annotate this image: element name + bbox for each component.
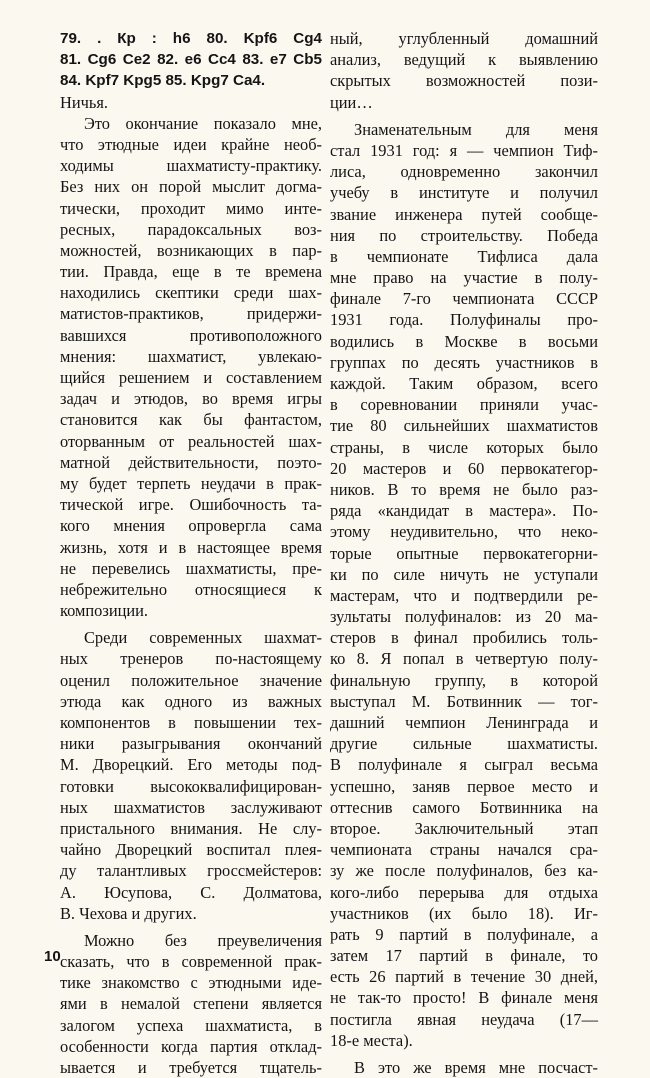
- text-line: каждой. Таким образом, всего: [330, 374, 598, 393]
- text-line: ряда «кандидат в мастера». По-: [330, 501, 598, 521]
- text-line: стал 1931 год: я — чемпион Тиф-: [330, 140, 598, 160]
- text-line: в соревновании приняли учас-: [330, 395, 598, 415]
- text-line: матистов-практиков, придержи-: [60, 304, 322, 324]
- text-line: стеров в финал пробились толь-: [330, 628, 598, 648]
- text-line: мне право на участие в полу-: [330, 268, 598, 288]
- text-line: зультаты полуфиналов: из 20 ма-: [330, 607, 598, 627]
- text-line: другие сильные шахматисты.: [330, 734, 598, 754]
- text-line: му будет терпеть неудачи в прак-: [60, 473, 322, 493]
- text-line: тике знакомство с этюдными иде-: [60, 973, 322, 993]
- text-line: ывается и требуется тщатель-: [60, 1058, 322, 1077]
- text-line: 1931 года. Полуфиналы про-: [330, 310, 598, 330]
- text-line: ных шахматистов заслуживают: [60, 797, 322, 817]
- text-line: финале 7-го чемпионата СССР: [330, 289, 598, 309]
- text-line: не перевелись шахматисты, пре-: [60, 558, 322, 578]
- text-line: ции…: [330, 92, 373, 112]
- text-line: ники разыгрывания окончаний: [60, 734, 322, 754]
- text-line: второе. Заключительный этап: [330, 818, 598, 838]
- text-line: 20 мастеров и 60 первокатегор-: [330, 458, 598, 478]
- text-line: звание инженера путей сообще-: [330, 204, 598, 224]
- text-line: находились скептики среди шах-: [60, 283, 322, 303]
- text-line: мнения: шахматист, увлекаю-: [60, 346, 322, 366]
- text-line: скрытых возможностей пози-: [330, 71, 598, 91]
- text-line: выступал М. Ботвинник — тог-: [330, 691, 598, 711]
- text-line: тии. Правда, еще в те времена: [60, 262, 322, 282]
- text-line: дашний чемпион Ленинграда и: [330, 713, 598, 732]
- text-line: композиции.: [60, 601, 149, 621]
- text-line: Можно без преувеличения: [84, 930, 322, 950]
- text-line: можностей, возникающих в пар-: [60, 240, 322, 260]
- text-line: оторванным от реальностей шах-: [60, 431, 322, 451]
- text-line: В. Чехова и других.: [60, 903, 197, 923]
- text-line: В это же время мне посчаст-: [354, 1058, 598, 1077]
- text-line: мастерам, что и подтвердили ре-: [330, 585, 598, 605]
- text-line: 79. . Кр : h6 80. Kpf6 Cg4: [60, 30, 322, 47]
- text-line: Среди современных шахмат-: [84, 628, 322, 648]
- text-line: ями в немалой степени является: [60, 994, 322, 1014]
- text-line: зу же после полуфиналов, без ка-: [330, 861, 598, 881]
- text-line: оттеснив самого Ботвинника на: [330, 797, 598, 817]
- text-line: ки по силе ничуть не уступали: [330, 564, 598, 584]
- text-line: ресных, парадоксальных воз-: [60, 219, 322, 239]
- text-line: залогом успеха шахматиста, в: [60, 1015, 322, 1035]
- text-line: анализ, ведущий к выявлению: [330, 50, 598, 70]
- text-line: Это окончание показало мне,: [84, 113, 322, 133]
- text-line: этому неудивительно, что неко-: [330, 522, 598, 542]
- text-line: В полуфинале я сыграл весьма: [330, 755, 598, 775]
- text-line: М. Дворецкий. Его методы под-: [60, 755, 322, 775]
- text-line: торые опытные первокатегорни-: [330, 543, 598, 563]
- text-line: ду талантливых гроссмейстеров:: [60, 861, 322, 881]
- right-text-column: [330, 28, 598, 1078]
- text-line: Без них он порой мыслит догма-: [60, 177, 322, 197]
- text-line: А. Юсупова, С. Долматова,: [60, 882, 322, 902]
- text-line: успешно, заняв первое место и: [330, 776, 598, 796]
- text-line: ников. В то время не было раз-: [330, 479, 598, 499]
- text-line: особенности когда партия отклад-: [60, 1036, 322, 1056]
- text-line: компонентов в повышении тех-: [60, 713, 322, 732]
- text-line: водились в Москве в восьми: [330, 331, 598, 351]
- text-line: матной действительности, поэто-: [60, 452, 322, 472]
- text-line: страны, в числе которых было: [330, 437, 598, 457]
- text-line: Ничья.: [60, 92, 108, 112]
- text-line: чайно Дворецкий воспитал плея-: [60, 840, 322, 860]
- text-line: затем 17 партий в финале, то: [330, 946, 598, 966]
- text-line: кого мнения опровергла сама: [60, 516, 322, 536]
- text-line: ных тренеров по-настоящему: [60, 649, 322, 669]
- text-line: что этюдные идеи крайне необ-: [60, 134, 322, 154]
- text-line: задач и этюдов, во время игры: [60, 389, 322, 409]
- text-line: учебу в институте и получил: [330, 183, 598, 203]
- text-line: ный, углубленный домашний: [330, 29, 598, 48]
- text-line: готовки высококвалифицирован-: [60, 776, 322, 796]
- text-line: ко 8. Я попал в четвертую полу-: [330, 649, 598, 669]
- text-line: тически, проходит мимо инте-: [60, 198, 322, 218]
- text-line: становится как бы фантастом,: [60, 410, 322, 430]
- text-line: тической игре. Ошибочность та-: [60, 495, 322, 515]
- text-line: жизнь, хотя и в настоящее время: [60, 537, 322, 557]
- text-line: лиса, одновременно закончил: [330, 162, 598, 182]
- text-line: оценил положительное значение: [60, 670, 322, 690]
- text-line: участников (их было 18). Иг-: [330, 903, 598, 923]
- text-line: группах по десять участников в: [330, 352, 598, 372]
- text-line: есть 26 партий в течение 30 дней,: [330, 967, 598, 987]
- text-line: 18-е места).: [330, 1030, 413, 1050]
- text-line: этюда как одного из важных: [60, 691, 322, 711]
- text-line: Знаменательным для меня: [354, 119, 598, 139]
- text-line: 81. Cg6 Ce2 82. e6 Cc4 83. e7 Cb5: [60, 51, 322, 69]
- text-line: пристального внимания. Не слу-: [60, 818, 322, 838]
- text-line: вавшихся противоположного: [60, 325, 322, 345]
- text-line: финальную группу, в которой: [330, 670, 598, 690]
- text-line: ния по строительству. Победа: [330, 225, 598, 245]
- text-line: щийся решением и составлением: [60, 368, 322, 387]
- text-line: кого-либо перерыва для отдыха: [330, 882, 598, 902]
- left-text-column: [60, 28, 322, 1078]
- text-line: ходимы шахматисту-практику.: [60, 156, 322, 176]
- text-line: тие 80 сильнейших шахматистов: [330, 416, 598, 436]
- text-line: чемпионата страны начался сра-: [330, 840, 598, 860]
- text-line: 84. Kpf7 Kpg5 85. Kpg7 Ca4.: [60, 72, 266, 90]
- text-line: не так-то просто! В финале меня: [330, 988, 598, 1008]
- text-line: постигла явная неудача (17—: [330, 1009, 598, 1029]
- text-line: рать 9 партий в полуфинале, а: [330, 924, 598, 944]
- text-line: в чемпионате Тифлиса дала: [330, 246, 598, 266]
- page-number: 10: [44, 948, 61, 965]
- text-line: небрежительно относящиеся к: [60, 579, 322, 599]
- text-line: сказать, что в современной прак-: [60, 952, 322, 972]
